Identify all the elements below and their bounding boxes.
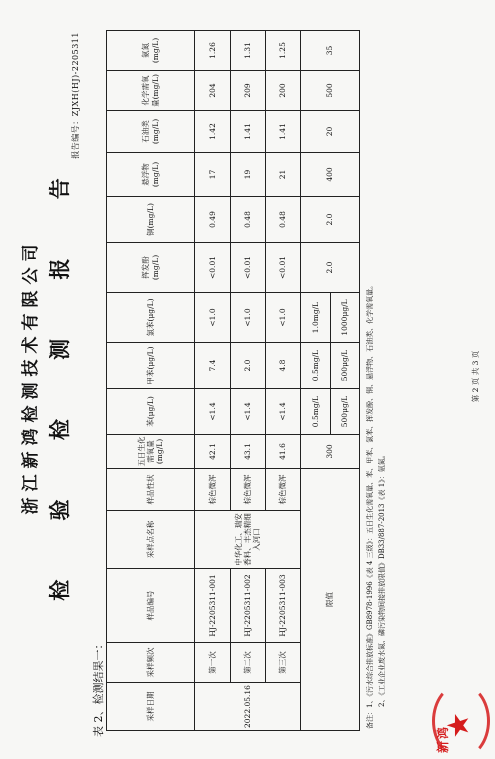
cell-trait: 棕色微浑 (265, 469, 300, 511)
cell-benzene: <1.4 (230, 389, 265, 435)
cell-bod: 41.6 (265, 435, 300, 469)
cell-chlorobenzene: <1.0 (195, 293, 230, 343)
cell-phenol: <0.01 (230, 243, 265, 293)
notes (364, 282, 388, 729)
company-seal (432, 685, 488, 759)
header-sample-no: 样品编号 (107, 569, 195, 643)
cell-copper: 0.48 (230, 197, 265, 243)
cell-date: 2022.05.16 (195, 683, 301, 731)
limit-phenol: 2.0 (300, 243, 359, 293)
limit-toluene (300, 343, 359, 389)
table-row (265, 31, 300, 731)
cell-trait: 棕色微浑 (195, 469, 230, 511)
header-benzene: 苯(μg/L) (107, 389, 195, 435)
report-number: 报告编号：ZJXH(HJ)-2205311 (71, 32, 80, 159)
cell-copper: 0.49 (195, 197, 230, 243)
header-phenol: 挥发酚(mg/L) (107, 243, 195, 293)
limit-copper: 2.0 (300, 197, 359, 243)
limit-row (300, 31, 359, 731)
cell-nh3: 1.31 (230, 31, 265, 71)
cell-copper: 0.48 (265, 197, 300, 243)
cell-bod: 43.1 (230, 435, 265, 469)
limit-benzene-mg: 0.5mg/L (310, 395, 320, 428)
header-oil: 石油类(mg/L) (107, 111, 195, 153)
limit-oil: 20 (300, 111, 359, 153)
table-row (195, 31, 230, 731)
limit-chlorobenzene (300, 293, 359, 343)
cell-freq: 第一次 (195, 643, 230, 683)
cell-freq: 第二次 (230, 643, 265, 683)
cell-cod: 209 (230, 71, 265, 111)
header-site: 采样点名称 (107, 511, 195, 569)
header-freq: 采样频次 (107, 643, 195, 683)
header-nh3: 氨氮(mg/L) (107, 31, 195, 71)
cell-bod: 42.1 (195, 435, 230, 469)
company-name: 浙江新鸿检测技术有限公司 (21, 238, 41, 515)
header-trait: 样品性状 (107, 469, 195, 511)
table-header-row (107, 31, 195, 731)
limit-chlorobenzene-mg: 1.0mg/L (310, 301, 320, 334)
cell-cod: 204 (195, 71, 230, 111)
limit-nh3: 35 (300, 31, 359, 71)
cell-nh3: 1.25 (265, 31, 300, 71)
limit-cod: 500 (300, 71, 359, 111)
cell-ss: 19 (230, 153, 265, 197)
results-table (106, 30, 360, 731)
cell-chlorobenzene: <1.0 (230, 293, 265, 343)
star-icon: ★ (444, 713, 474, 737)
header-ss: 悬浮物(mg/L) (107, 153, 195, 197)
cell-cod: 200 (265, 71, 300, 111)
limit-chlorobenzene-ug: 1000μg/L (330, 293, 360, 342)
cell-sample-no: HJ-2205311-001 (195, 569, 230, 643)
cell-freq: 第三次 (265, 643, 300, 683)
cell-nh3: 1.26 (195, 31, 230, 71)
report-title: 检 验 检 测 报 告 (47, 152, 72, 601)
limit-benzene-ug: 500μg/L (330, 389, 360, 434)
cell-site: 中华化工、瑞安香料、丰杰精细入河口 (195, 511, 301, 569)
note-line-1: 备注：1、《污水综合排放标准》GB8978-1996《表 4 三级》：五日生化需氧量、苯、甲苯、氯苯、挥发酚、铜、悬浮物、石油类、化学需氧量。 (366, 281, 374, 729)
cell-phenol: <0.01 (265, 243, 300, 293)
limit-benzene (300, 389, 359, 435)
seal-text: 新鸿 (436, 724, 450, 753)
cell-toluene: 2.0 (230, 343, 265, 389)
cell-phenol: <0.01 (195, 243, 230, 293)
header-chlorobenzene: 氯苯(μg/L) (107, 293, 195, 343)
cell-oil: 1.41 (230, 111, 265, 153)
table-row (230, 31, 265, 731)
header-bod: 五日生化需氧量(mg/L) (107, 435, 195, 469)
cell-benzene: <1.4 (265, 389, 300, 435)
header-toluene: 甲苯(μg/L) (107, 343, 195, 389)
note-line-2: 2、《工业企业废水氮、磷污染物间接排放限值》DB33/887-2013《表 1》：氨氮。 (378, 451, 386, 707)
cell-toluene: 4.8 (265, 343, 300, 389)
table-caption: 表 2、检测结果一： (92, 638, 105, 737)
cell-oil: 1.41 (265, 111, 300, 153)
header-date: 采样日期 (107, 683, 195, 731)
limit-toluene-mg: 0.5mg/L (310, 349, 320, 382)
header-cod: 化学需氧量(mg/L) (107, 71, 195, 111)
header-copper: 铜(mg/L) (107, 197, 195, 243)
cell-toluene: 7.4 (195, 343, 230, 389)
cell-trait: 棕色微浑 (230, 469, 265, 511)
page-number: 第 2 页 共 3 页 (471, 350, 480, 403)
cell-ss: 21 (265, 153, 300, 197)
cell-sample-no: HJ-2205311-003 (265, 569, 300, 643)
cell-chlorobenzene: <1.0 (265, 293, 300, 343)
limit-ss: 400 (300, 153, 359, 197)
cell-benzene: <1.4 (195, 389, 230, 435)
cell-sample-no: HJ-2205311-002 (230, 569, 265, 643)
cell-ss: 17 (195, 153, 230, 197)
cell-oil: 1.42 (195, 111, 230, 153)
limit-label: 限值 (300, 469, 359, 731)
limit-bod: 300 (300, 435, 359, 469)
limit-toluene-ug: 500μg/L (330, 343, 360, 388)
